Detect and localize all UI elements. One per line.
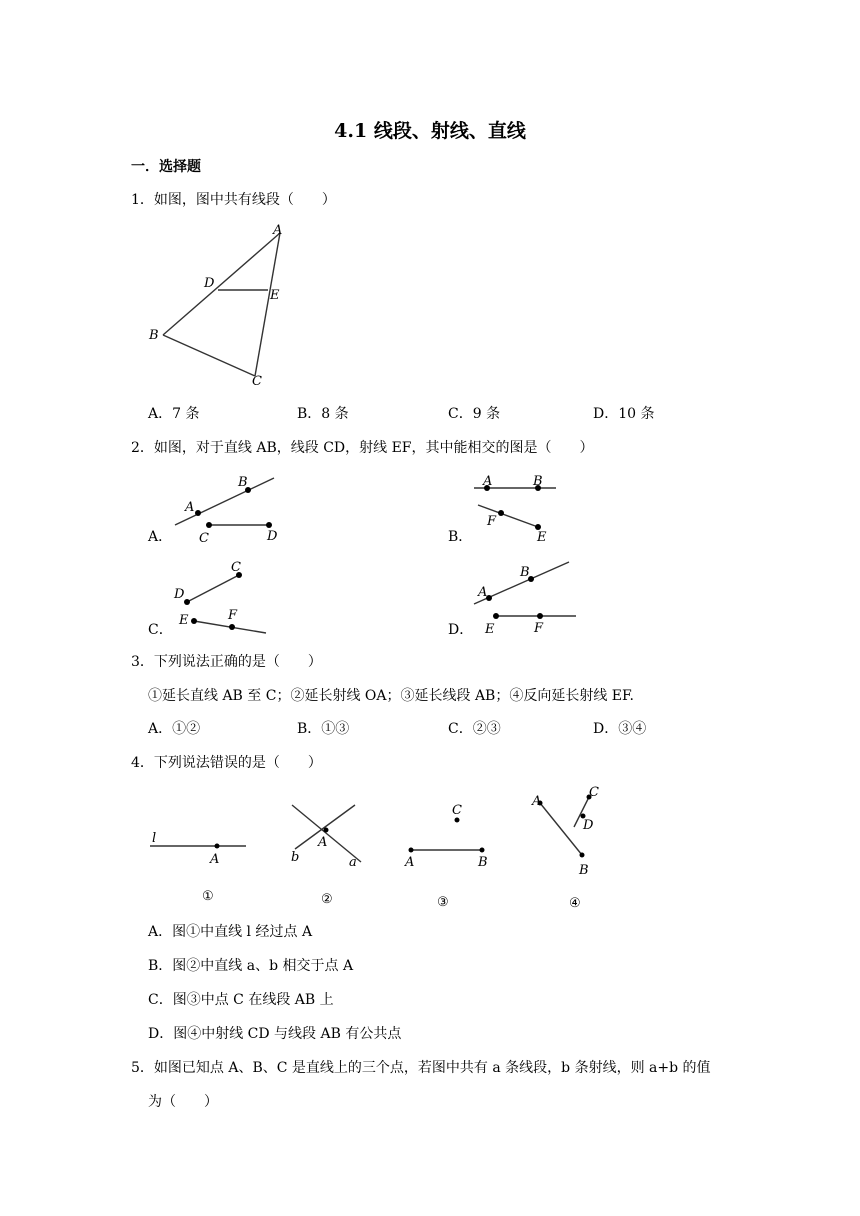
q4f1-label-a: A: [210, 852, 220, 867]
q2-option-a-letter[interactable]: A．: [148, 529, 173, 545]
q4f1-label-l: l: [152, 831, 157, 846]
q2d-label-b: B: [520, 565, 530, 580]
segment-ac: [255, 233, 280, 376]
q4-figure-2: [285, 800, 375, 910]
q4-option-a[interactable]: A．图①中直线 l 经过点 A: [148, 924, 313, 940]
figure-point: [498, 510, 504, 516]
q5-stem-line1: 5．如图已知点 A、B、C 是直线上的三个点，若图中共有 a 条线段，b 条射线，则 a+b 的值: [131, 1060, 711, 1076]
q2a-label-d: D: [267, 529, 278, 544]
q1-label-e: E: [270, 288, 280, 303]
figure-point: [493, 613, 499, 619]
q4f2-label-b: b: [291, 850, 300, 865]
figure-line: [540, 803, 582, 855]
q3-statements: ①延长直线 AB 至 C；②延长射线 OA；③延长线段 AB；④反向延长射线 EF.: [148, 688, 634, 704]
figure-point: [537, 613, 543, 619]
q4f3-label-a: A: [405, 855, 415, 870]
q4f3-label-b: B: [478, 855, 488, 870]
q4-option-d[interactable]: D．图④中射线 CD 与线段 AB 有公共点: [148, 1026, 402, 1042]
q4f4-label-b: B: [579, 863, 589, 878]
q4-stem: 4．下列说法错误的是（ ）: [131, 755, 322, 771]
q4f4-label-c: C: [589, 785, 599, 800]
q2a-label-c: C: [199, 531, 209, 546]
q4-option-c[interactable]: C．图③中点 C 在线段 AB 上: [148, 992, 334, 1008]
q1-option-a[interactable]: A．7 条: [148, 406, 200, 422]
q2b-label-e: E: [537, 530, 547, 545]
figure-point: [480, 848, 485, 853]
q4-fig-number-1: ①: [202, 889, 214, 904]
q4f3-label-c: C: [452, 803, 462, 818]
q2-option-b-letter[interactable]: B．: [448, 529, 473, 545]
segment-ab: [163, 233, 280, 335]
figure-line: [187, 575, 239, 602]
figure-point: [324, 828, 329, 833]
q2c-label-f: F: [228, 608, 238, 623]
q4f2-label-a: A: [318, 835, 328, 850]
q1-label-b: B: [149, 328, 159, 343]
q2d-label-e: E: [485, 622, 495, 637]
q1-option-c[interactable]: C．9 条: [448, 406, 501, 422]
q2-figure-a: [170, 470, 290, 550]
figure-point: [195, 510, 201, 516]
q4-fig-number-2: ②: [321, 892, 333, 907]
q4-fig-number-4: ④: [569, 896, 581, 911]
q2c-label-c: C: [231, 560, 241, 575]
q5-stem-line2: 为（ ）: [148, 1094, 218, 1110]
q3-option-d[interactable]: D．③④: [593, 721, 647, 737]
q1-label-c: C: [252, 374, 262, 389]
q3-option-b[interactable]: B．①③: [297, 721, 350, 737]
q2-stem: 2．如图，对于直线 AB，线段 CD，射线 EF，其中能相交的图是（ ）: [131, 440, 594, 456]
section-heading: 一．选择题: [131, 159, 201, 175]
figure-point: [409, 848, 414, 853]
q2c-label-d: D: [174, 587, 185, 602]
q2b-label-f: F: [487, 514, 497, 529]
q3-option-a[interactable]: A．①②: [148, 721, 201, 737]
q1-stem: 1．如图，图中共有线段（ ）: [131, 192, 336, 208]
figure-point: [184, 599, 190, 605]
q1-triangle-figure: [140, 218, 300, 393]
q2-option-d-letter[interactable]: D．: [448, 622, 474, 638]
figure-point: [266, 522, 272, 528]
q2-figure-c: [170, 558, 280, 643]
q2d-label-a: A: [478, 585, 488, 600]
q2a-label-b: B: [238, 475, 248, 490]
q2-figure-b: [468, 470, 568, 550]
q2c-label-e: E: [179, 613, 189, 628]
q1-label-d: D: [204, 276, 215, 291]
figure-line: [292, 805, 361, 862]
q1-option-d[interactable]: D．10 条: [593, 406, 655, 422]
figure-point: [455, 818, 460, 823]
page-title: 4.1 线段、射线、直线: [334, 120, 526, 142]
q4f2-label-a-line: a: [349, 855, 357, 870]
q4-figure-4: [525, 783, 615, 911]
figure-point: [580, 853, 585, 858]
q4-figure-1: [145, 820, 255, 910]
q3-stem: 3．下列说法正确的是（ ）: [131, 654, 322, 670]
q2-option-c-letter[interactable]: C．: [148, 622, 173, 638]
q4-fig-number-3: ③: [437, 895, 449, 910]
figure-point: [206, 522, 212, 528]
figure-point: [229, 624, 235, 630]
figure-point: [191, 618, 197, 624]
figure-point: [215, 844, 220, 849]
q2d-label-f: F: [534, 621, 544, 636]
q2b-label-a: A: [483, 474, 493, 489]
q2a-label-a: A: [185, 500, 195, 515]
q4f4-label-d: D: [583, 818, 594, 833]
q4-option-b[interactable]: B．图②中直线 a、b 相交于点 A: [148, 958, 354, 974]
q4f4-label-a: A: [532, 794, 542, 809]
q4-figure-3: [400, 798, 500, 913]
q3-option-c[interactable]: C．②③: [448, 721, 501, 737]
segment-bc: [163, 335, 255, 376]
q2-figure-d: [468, 558, 588, 643]
q2b-label-b: B: [533, 474, 543, 489]
q1-option-b[interactable]: B．8 条: [297, 406, 349, 422]
q1-label-a: A: [273, 223, 283, 238]
